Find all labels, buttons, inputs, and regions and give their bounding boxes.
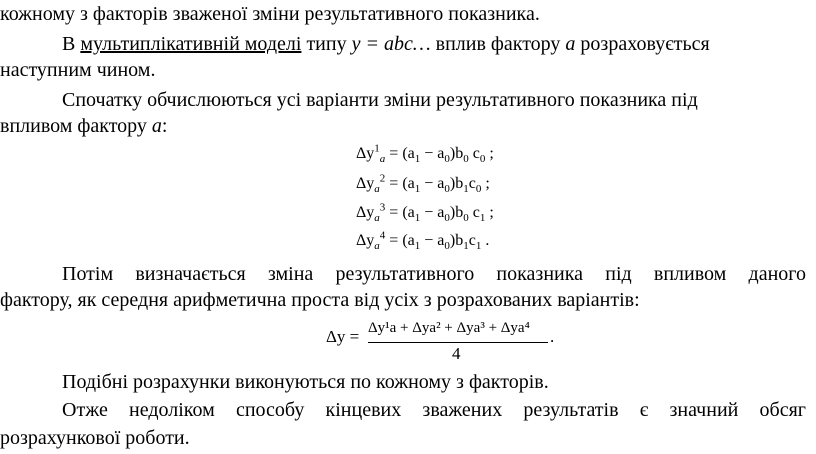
text-segment: вплив фактору [430, 33, 566, 55]
formula-variant-4: $\Delta y_a^4 = (a_1 - a_0)b_1c_1$ . [356, 229, 490, 253]
fraction-bar [368, 342, 548, 343]
paragraph-2-line-1 [62, 32, 710, 56]
model-formula: y = abc… [351, 33, 431, 55]
mean-formula [326, 322, 566, 366]
paragraph-2-line-2: наступним чином. [0, 59, 156, 81]
formula-variant-1: $\Delta y^1_a = (a_1 - a_0)b_0$ $c_0$ ; [356, 142, 494, 166]
text-segment: розраховується [575, 33, 710, 55]
formula-variant-2: $\Delta y_a^2 = (a_1 - a_0)b_1c_0$ ; [356, 172, 490, 196]
paragraph-1-line-1: кожному з факторів зваженої зміни результативного показника. [0, 3, 540, 25]
paragraph-4-line-1: Потім визначається зміна результативного показника під впливом даного [62, 263, 806, 285]
text-segment: В [62, 33, 81, 55]
paragraph-6-line-1: Отже недоліком способу кінцевих зважених результатів є значний обсяг [62, 399, 806, 421]
factor-symbol: a [151, 115, 162, 137]
factor-symbol: a [565, 33, 576, 55]
mean-end: . [550, 327, 555, 346]
mean-numerator: Δy¹a + Δya² + Δya³ + Δya⁴ [368, 320, 530, 336]
paragraph-5-line-1: Подібні розрахунки виконуються по кожному з факторів. [62, 371, 549, 393]
mean-lhs: Δy = [326, 327, 360, 346]
text-segment: впливом фактору [0, 115, 152, 137]
text-segment: типу [301, 33, 352, 55]
formula-variant-3: $\Delta y_a^3 = (a_1 - a_0)b_0$ $c_1$ ; [356, 201, 494, 225]
text-segment: : [161, 115, 168, 137]
paragraph-3-line-2 [0, 114, 167, 138]
paragraph-4-line-2: фактору, як середня арифметична проста від усіх з розрахованих варіантів: [0, 289, 640, 311]
paragraph-3-line-1: Спочатку обчислюються усі варіанти зміни результативного показника під [62, 89, 698, 111]
mean-denominator: 4 [452, 344, 461, 363]
glossary-link-multiplicative-model[interactable]: мультиплікативній моделі [80, 33, 302, 55]
paragraph-6-line-2: розрахункової роботи. [0, 427, 190, 449]
